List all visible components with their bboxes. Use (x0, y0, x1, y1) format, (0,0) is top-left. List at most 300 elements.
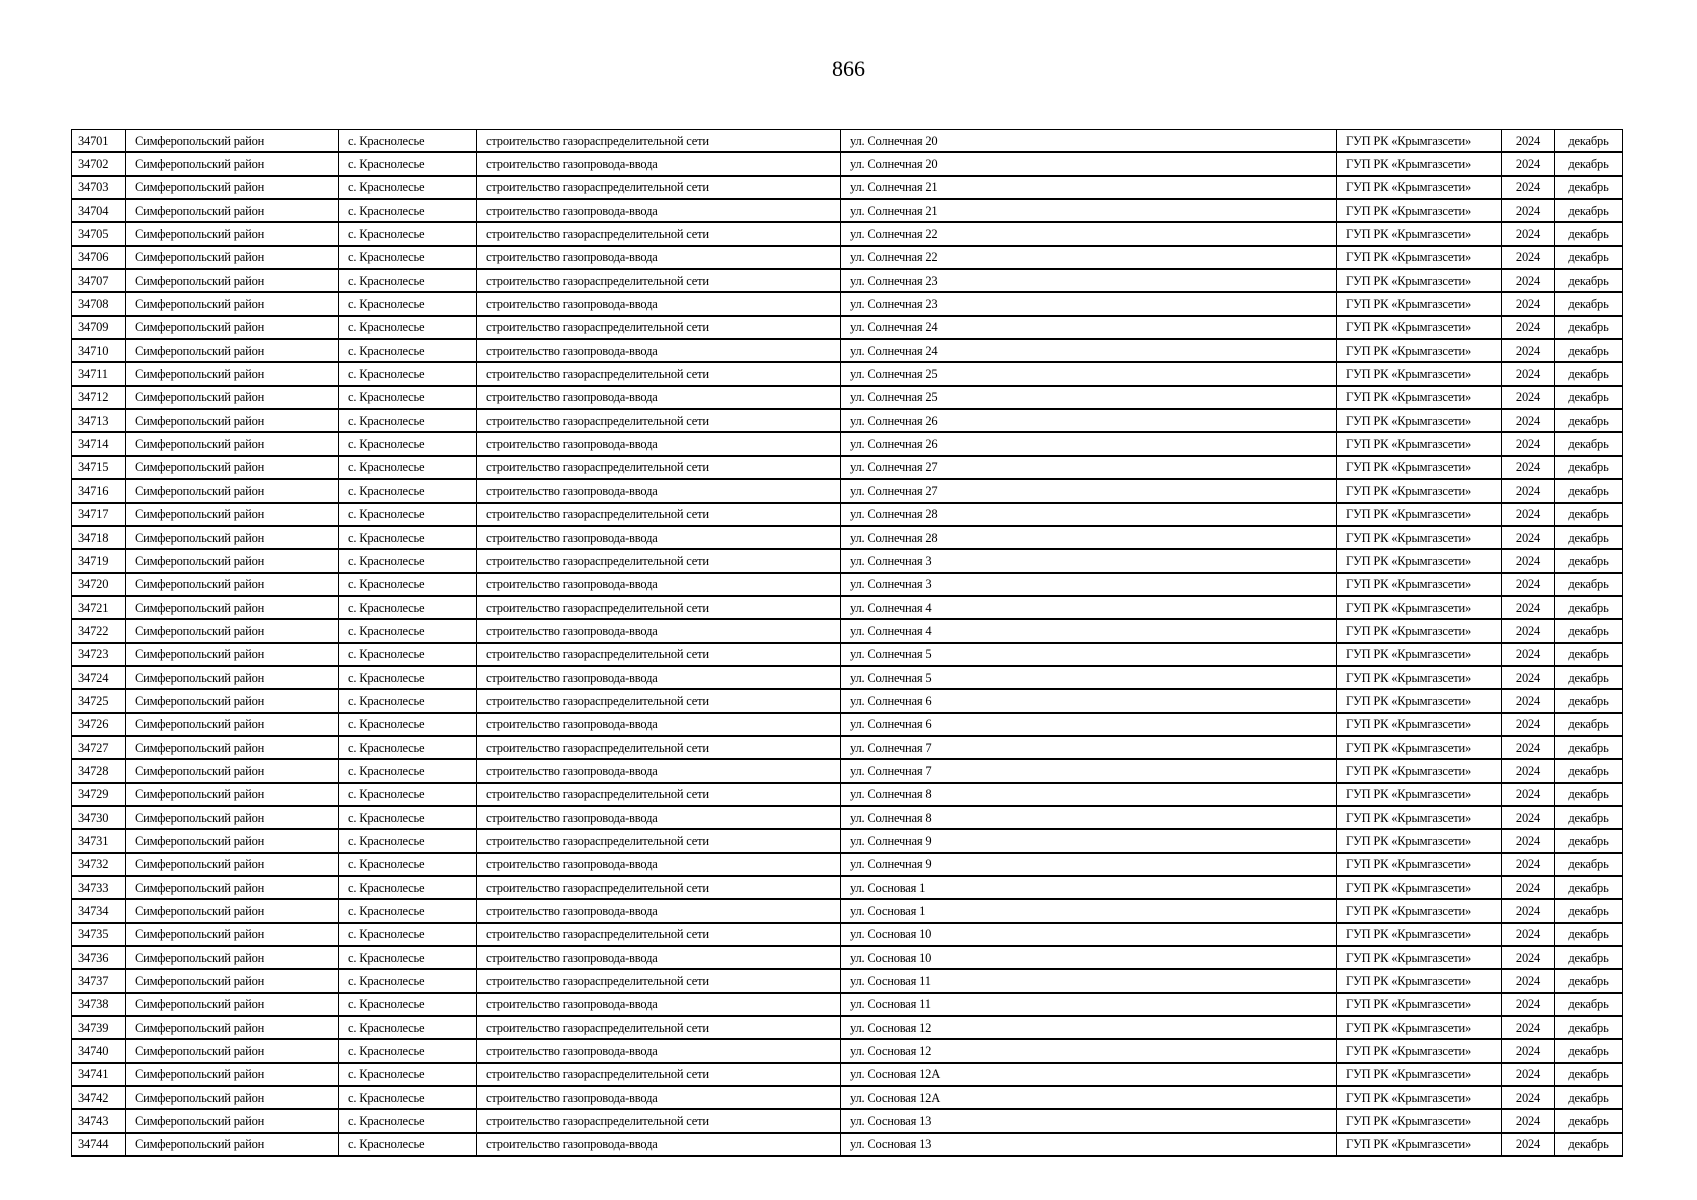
year-cell: 2024 (1502, 152, 1555, 175)
table-row (72, 549, 1623, 572)
district-cell: Симферопольский район (126, 222, 339, 245)
table-row (72, 130, 1623, 153)
year-cell: 2024 (1502, 876, 1555, 899)
year-cell: 2024 (1502, 993, 1555, 1016)
table-row (72, 432, 1623, 455)
district-cell: Симферопольский район (126, 199, 339, 222)
table-row (72, 1039, 1623, 1062)
organization-cell: ГУП РК «Крымгазсети» (1337, 666, 1502, 689)
organization-cell: ГУП РК «Крымгазсети» (1337, 549, 1502, 572)
organization-cell: ГУП РК «Крымгазсети» (1337, 1133, 1502, 1156)
month-cell: декабрь (1555, 1063, 1623, 1086)
year-cell: 2024 (1502, 549, 1555, 572)
address-cell: ул. Солнечная 25 (841, 386, 1337, 409)
organization-cell: ГУП РК «Крымгазсети» (1337, 526, 1502, 549)
table-row (72, 993, 1623, 1016)
month-cell: декабрь (1555, 199, 1623, 222)
address-cell: ул. Солнечная 20 (841, 130, 1337, 153)
address-cell: ул. Солнечная 3 (841, 549, 1337, 572)
address-cell: ул. Солнечная 22 (841, 222, 1337, 245)
organization-cell: ГУП РК «Крымгазсети» (1337, 199, 1502, 222)
district-cell: Симферопольский район (126, 339, 339, 362)
settlement-cell: с. Краснолесье (339, 269, 477, 292)
work-type-cell: строительство газораспределительной сети (477, 689, 841, 712)
address-cell: ул. Солнечная 3 (841, 573, 1337, 596)
settlement-cell: с. Краснолесье (339, 853, 477, 876)
address-cell: ул. Солнечная 22 (841, 246, 1337, 269)
address-cell: ул. Солнечная 26 (841, 432, 1337, 455)
district-cell: Симферопольский район (126, 456, 339, 479)
district-cell: Симферопольский район (126, 526, 339, 549)
work-type-cell: строительство газопровода-ввода (477, 666, 841, 689)
year-cell: 2024 (1502, 619, 1555, 642)
organization-cell: ГУП РК «Крымгазсети» (1337, 573, 1502, 596)
table-row (72, 969, 1623, 992)
year-cell: 2024 (1502, 409, 1555, 432)
address-cell: ул. Сосновая 1 (841, 876, 1337, 899)
settlement-cell: с. Краснолесье (339, 549, 477, 572)
row-number-cell: 34742 (72, 1086, 126, 1109)
settlement-cell: с. Краснолесье (339, 292, 477, 315)
year-cell: 2024 (1502, 199, 1555, 222)
year-cell: 2024 (1502, 526, 1555, 549)
address-cell: ул. Солнечная 21 (841, 199, 1337, 222)
work-type-cell: строительство газопровода-ввода (477, 573, 841, 596)
row-number-cell: 34719 (72, 549, 126, 572)
work-type-cell: строительство газораспределительной сети (477, 736, 841, 759)
settlement-cell: с. Краснолесье (339, 1109, 477, 1132)
row-number-cell: 34716 (72, 479, 126, 502)
row-number-cell: 34724 (72, 666, 126, 689)
settlement-cell: с. Краснолесье (339, 339, 477, 362)
address-cell: ул. Солнечная 8 (841, 783, 1337, 806)
settlement-cell: с. Краснолесье (339, 1016, 477, 1039)
row-number-cell: 34702 (72, 152, 126, 175)
month-cell: декабрь (1555, 1039, 1623, 1062)
row-number-cell: 34735 (72, 923, 126, 946)
address-cell: ул. Сосновая 13 (841, 1109, 1337, 1132)
table-row (72, 619, 1623, 642)
row-number-cell: 34701 (72, 130, 126, 153)
organization-cell: ГУП РК «Крымгазсети» (1337, 736, 1502, 759)
row-number-cell: 34727 (72, 736, 126, 759)
year-cell: 2024 (1502, 269, 1555, 292)
organization-cell: ГУП РК «Крымгазсети» (1337, 759, 1502, 782)
row-number-cell: 34736 (72, 946, 126, 969)
settlement-cell: с. Краснолесье (339, 176, 477, 199)
work-type-cell: строительство газораспределительной сети (477, 130, 841, 153)
work-type-cell: строительство газопровода-ввода (477, 713, 841, 736)
district-cell: Симферопольский район (126, 1133, 339, 1156)
row-number-cell: 34706 (72, 246, 126, 269)
settlement-cell: с. Краснолесье (339, 526, 477, 549)
address-cell: ул. Сосновая 10 (841, 946, 1337, 969)
settlement-cell: с. Краснолесье (339, 993, 477, 1016)
row-number-cell: 34721 (72, 596, 126, 619)
organization-cell: ГУП РК «Крымгазсети» (1337, 152, 1502, 175)
table-row (72, 152, 1623, 175)
organization-cell: ГУП РК «Крымгазсети» (1337, 876, 1502, 899)
table-row (72, 503, 1623, 526)
organization-cell: ГУП РК «Крымгазсети» (1337, 713, 1502, 736)
district-cell: Симферопольский район (126, 993, 339, 1016)
year-cell: 2024 (1502, 479, 1555, 502)
row-number-cell: 34713 (72, 409, 126, 432)
row-number-cell: 34707 (72, 269, 126, 292)
table-row (72, 1063, 1623, 1086)
settlement-cell: с. Краснолесье (339, 409, 477, 432)
month-cell: декабрь (1555, 549, 1623, 572)
organization-cell: ГУП РК «Крымгазсети» (1337, 689, 1502, 712)
row-number-cell: 34740 (72, 1039, 126, 1062)
work-type-cell: строительство газопровода-ввода (477, 1133, 841, 1156)
work-type-cell: строительство газораспределительной сети (477, 1063, 841, 1086)
table-row (72, 946, 1623, 969)
address-cell: ул. Солнечная 7 (841, 736, 1337, 759)
table-row (72, 1109, 1623, 1132)
district-cell: Симферопольский район (126, 269, 339, 292)
month-cell: декабрь (1555, 1016, 1623, 1039)
work-type-cell: строительство газопровода-ввода (477, 899, 841, 922)
organization-cell: ГУП РК «Крымгазсети» (1337, 130, 1502, 153)
year-cell: 2024 (1502, 222, 1555, 245)
table-row (72, 479, 1623, 502)
month-cell: декабрь (1555, 969, 1623, 992)
district-cell: Симферопольский район (126, 666, 339, 689)
address-cell: ул. Сосновая 12 (841, 1039, 1337, 1062)
work-type-cell: строительство газопровода-ввода (477, 386, 841, 409)
address-cell: ул. Солнечная 21 (841, 176, 1337, 199)
settlement-cell: с. Краснолесье (339, 316, 477, 339)
table-row (72, 409, 1623, 432)
year-cell: 2024 (1502, 573, 1555, 596)
month-cell: декабрь (1555, 362, 1623, 385)
row-number-cell: 34722 (72, 619, 126, 642)
table-row (72, 292, 1623, 315)
row-number-cell: 34718 (72, 526, 126, 549)
row-number-cell: 34738 (72, 993, 126, 1016)
year-cell: 2024 (1502, 689, 1555, 712)
month-cell: декабрь (1555, 643, 1623, 666)
year-cell: 2024 (1502, 1016, 1555, 1039)
row-number-cell: 34737 (72, 969, 126, 992)
organization-cell: ГУП РК «Крымгазсети» (1337, 1086, 1502, 1109)
settlement-cell: с. Краснолесье (339, 199, 477, 222)
work-type-cell: строительство газораспределительной сети (477, 783, 841, 806)
district-cell: Симферопольский район (126, 596, 339, 619)
organization-cell: ГУП РК «Крымгазсети» (1337, 596, 1502, 619)
row-number-cell: 34717 (72, 503, 126, 526)
year-cell: 2024 (1502, 853, 1555, 876)
work-type-cell: строительство газопровода-ввода (477, 432, 841, 455)
work-type-cell: строительство газораспределительной сети (477, 316, 841, 339)
address-cell: ул. Солнечная 5 (841, 666, 1337, 689)
row-number-cell: 34744 (72, 1133, 126, 1156)
month-cell: декабрь (1555, 409, 1623, 432)
settlement-cell: с. Краснолесье (339, 736, 477, 759)
settlement-cell: с. Краснолесье (339, 806, 477, 829)
month-cell: декабрь (1555, 993, 1623, 1016)
district-cell: Симферопольский район (126, 316, 339, 339)
address-cell: ул. Солнечная 27 (841, 456, 1337, 479)
table-row (72, 339, 1623, 362)
row-number-cell: 34741 (72, 1063, 126, 1086)
row-number-cell: 34711 (72, 362, 126, 385)
month-cell: декабрь (1555, 292, 1623, 315)
row-number-cell: 34743 (72, 1109, 126, 1132)
row-number-cell: 34714 (72, 432, 126, 455)
organization-cell: ГУП РК «Крымгазсети» (1337, 853, 1502, 876)
work-type-cell: строительство газопровода-ввода (477, 246, 841, 269)
year-cell: 2024 (1502, 503, 1555, 526)
row-number-cell: 34729 (72, 783, 126, 806)
work-type-cell: строительство газораспределительной сети (477, 596, 841, 619)
district-cell: Симферопольский район (126, 736, 339, 759)
month-cell: декабрь (1555, 596, 1623, 619)
month-cell: декабрь (1555, 666, 1623, 689)
address-cell: ул. Солнечная 8 (841, 806, 1337, 829)
month-cell: декабрь (1555, 432, 1623, 455)
district-cell: Симферопольский район (126, 1063, 339, 1086)
month-cell: декабрь (1555, 946, 1623, 969)
district-cell: Симферопольский район (126, 130, 339, 153)
district-cell: Симферопольский район (126, 409, 339, 432)
address-cell: ул. Сосновая 1 (841, 899, 1337, 922)
work-type-cell: строительство газораспределительной сети (477, 362, 841, 385)
district-cell: Симферопольский район (126, 479, 339, 502)
address-cell: ул. Солнечная 24 (841, 316, 1337, 339)
year-cell: 2024 (1502, 899, 1555, 922)
year-cell: 2024 (1502, 1063, 1555, 1086)
district-cell: Симферопольский район (126, 923, 339, 946)
district-cell: Симферопольский район (126, 362, 339, 385)
year-cell: 2024 (1502, 1133, 1555, 1156)
month-cell: декабрь (1555, 736, 1623, 759)
table-row (72, 362, 1623, 385)
address-cell: ул. Солнечная 24 (841, 339, 1337, 362)
year-cell: 2024 (1502, 386, 1555, 409)
organization-cell: ГУП РК «Крымгазсети» (1337, 806, 1502, 829)
district-cell: Симферопольский район (126, 549, 339, 572)
settlement-cell: с. Краснолесье (339, 573, 477, 596)
district-cell: Симферопольский район (126, 899, 339, 922)
row-number-cell: 34708 (72, 292, 126, 315)
year-cell: 2024 (1502, 362, 1555, 385)
table-row (72, 643, 1623, 666)
district-cell: Симферопольский район (126, 876, 339, 899)
work-type-cell: строительство газораспределительной сети (477, 829, 841, 852)
work-type-cell: строительство газопровода-ввода (477, 199, 841, 222)
month-cell: декабрь (1555, 619, 1623, 642)
address-cell: ул. Солнечная 25 (841, 362, 1337, 385)
work-type-cell: строительство газопровода-ввода (477, 946, 841, 969)
organization-cell: ГУП РК «Крымгазсети» (1337, 503, 1502, 526)
district-cell: Симферопольский район (126, 1039, 339, 1062)
work-type-cell: строительство газораспределительной сети (477, 222, 841, 245)
table-row (72, 736, 1623, 759)
month-cell: декабрь (1555, 222, 1623, 245)
work-type-cell: строительство газораспределительной сети (477, 503, 841, 526)
address-cell: ул. Солнечная 28 (841, 526, 1337, 549)
address-cell: ул. Солнечная 26 (841, 409, 1337, 432)
organization-cell: ГУП РК «Крымгазсети» (1337, 1016, 1502, 1039)
month-cell: декабрь (1555, 783, 1623, 806)
table-row (72, 269, 1623, 292)
table-row (72, 222, 1623, 245)
month-cell: декабрь (1555, 386, 1623, 409)
table-row (72, 386, 1623, 409)
month-cell: декабрь (1555, 573, 1623, 596)
district-cell: Симферопольский район (126, 853, 339, 876)
district-cell: Симферопольский район (126, 152, 339, 175)
district-cell: Симферопольский район (126, 292, 339, 315)
district-cell: Симферопольский район (126, 1016, 339, 1039)
year-cell: 2024 (1502, 176, 1555, 199)
organization-cell: ГУП РК «Крымгазсети» (1337, 899, 1502, 922)
work-type-cell: строительство газопровода-ввода (477, 479, 841, 502)
district-cell: Симферопольский район (126, 246, 339, 269)
year-cell: 2024 (1502, 713, 1555, 736)
year-cell: 2024 (1502, 596, 1555, 619)
month-cell: декабрь (1555, 526, 1623, 549)
month-cell: декабрь (1555, 899, 1623, 922)
table-row (72, 666, 1623, 689)
district-cell: Симферопольский район (126, 1109, 339, 1132)
year-cell: 2024 (1502, 736, 1555, 759)
work-type-cell: строительство газопровода-ввода (477, 526, 841, 549)
work-type-cell: строительство газопровода-ввода (477, 853, 841, 876)
work-type-cell: строительство газораспределительной сети (477, 876, 841, 899)
organization-cell: ГУП РК «Крымгазсети» (1337, 643, 1502, 666)
table-row (72, 456, 1623, 479)
year-cell: 2024 (1502, 456, 1555, 479)
address-cell: ул. Солнечная 7 (841, 759, 1337, 782)
organization-cell: ГУП РК «Крымгазсети» (1337, 269, 1502, 292)
settlement-cell: с. Краснолесье (339, 713, 477, 736)
table-row (72, 713, 1623, 736)
year-cell: 2024 (1502, 829, 1555, 852)
work-type-cell: строительство газопровода-ввода (477, 339, 841, 362)
address-cell: ул. Сосновая 12 (841, 1016, 1337, 1039)
district-cell: Симферопольский район (126, 1086, 339, 1109)
settlement-cell: с. Краснолесье (339, 1086, 477, 1109)
row-number-cell: 34725 (72, 689, 126, 712)
month-cell: декабрь (1555, 806, 1623, 829)
address-cell: ул. Солнечная 6 (841, 713, 1337, 736)
year-cell: 2024 (1502, 130, 1555, 153)
registry-body (72, 130, 1623, 1157)
address-cell: ул. Солнечная 23 (841, 269, 1337, 292)
settlement-cell: с. Краснолесье (339, 362, 477, 385)
table-row (72, 573, 1623, 596)
settlement-cell: с. Краснолесье (339, 432, 477, 455)
address-cell: ул. Солнечная 20 (841, 152, 1337, 175)
table-row (72, 806, 1623, 829)
month-cell: декабрь (1555, 759, 1623, 782)
district-cell: Симферопольский район (126, 689, 339, 712)
district-cell: Симферопольский район (126, 759, 339, 782)
work-type-cell: строительство газопровода-ввода (477, 619, 841, 642)
organization-cell: ГУП РК «Крымгазсети» (1337, 386, 1502, 409)
month-cell: декабрь (1555, 152, 1623, 175)
organization-cell: ГУП РК «Крымгазсети» (1337, 176, 1502, 199)
month-cell: декабрь (1555, 479, 1623, 502)
month-cell: декабрь (1555, 269, 1623, 292)
work-type-cell: строительство газопровода-ввода (477, 806, 841, 829)
settlement-cell: с. Краснолесье (339, 1063, 477, 1086)
row-number-cell: 34709 (72, 316, 126, 339)
organization-cell: ГУП РК «Крымгазсети» (1337, 339, 1502, 362)
organization-cell: ГУП РК «Крымгазсети» (1337, 783, 1502, 806)
row-number-cell: 34730 (72, 806, 126, 829)
settlement-cell: с. Краснолесье (339, 130, 477, 153)
address-cell: ул. Солнечная 5 (841, 643, 1337, 666)
settlement-cell: с. Краснолесье (339, 899, 477, 922)
table-row (72, 526, 1623, 549)
organization-cell: ГУП РК «Крымгазсети» (1337, 829, 1502, 852)
row-number-cell: 34705 (72, 222, 126, 245)
settlement-cell: с. Краснолесье (339, 479, 477, 502)
work-type-cell: строительство газораспределительной сети (477, 643, 841, 666)
address-cell: ул. Солнечная 28 (841, 503, 1337, 526)
settlement-cell: с. Краснолесье (339, 1039, 477, 1062)
row-number-cell: 34712 (72, 386, 126, 409)
work-type-cell: строительство газопровода-ввода (477, 1039, 841, 1062)
month-cell: декабрь (1555, 1133, 1623, 1156)
table-row (72, 596, 1623, 619)
organization-cell: ГУП РК «Крымгазсети» (1337, 1109, 1502, 1132)
settlement-cell: с. Краснолесье (339, 643, 477, 666)
work-type-cell: строительство газораспределительной сети (477, 1109, 841, 1132)
organization-cell: ГУП РК «Крымгазсети» (1337, 969, 1502, 992)
row-number-cell: 34739 (72, 1016, 126, 1039)
address-cell: ул. Сосновая 11 (841, 993, 1337, 1016)
table-row (72, 783, 1623, 806)
organization-cell: ГУП РК «Крымгазсети» (1337, 479, 1502, 502)
settlement-cell: с. Краснолесье (339, 923, 477, 946)
table-row (72, 1016, 1623, 1039)
year-cell: 2024 (1502, 806, 1555, 829)
settlement-cell: с. Краснолесье (339, 596, 477, 619)
settlement-cell: с. Краснолесье (339, 152, 477, 175)
district-cell: Симферопольский район (126, 619, 339, 642)
month-cell: декабрь (1555, 130, 1623, 153)
address-cell: ул. Солнечная 9 (841, 829, 1337, 852)
district-cell: Симферопольский район (126, 573, 339, 596)
table-row (72, 176, 1623, 199)
settlement-cell: с. Краснолесье (339, 1133, 477, 1156)
organization-cell: ГУП РК «Крымгазсети» (1337, 993, 1502, 1016)
organization-cell: ГУП РК «Крымгазсети» (1337, 409, 1502, 432)
table-row (72, 1086, 1623, 1109)
row-number-cell: 34732 (72, 853, 126, 876)
address-cell: ул. Сосновая 12А (841, 1086, 1337, 1109)
district-cell: Симферопольский район (126, 503, 339, 526)
month-cell: декабрь (1555, 713, 1623, 736)
row-number-cell: 34715 (72, 456, 126, 479)
row-number-cell: 34728 (72, 759, 126, 782)
row-number-cell: 34731 (72, 829, 126, 852)
row-number-cell: 34734 (72, 899, 126, 922)
month-cell: декабрь (1555, 1086, 1623, 1109)
district-cell: Симферопольский район (126, 432, 339, 455)
month-cell: декабрь (1555, 176, 1623, 199)
organization-cell: ГУП РК «Крымгазсети» (1337, 222, 1502, 245)
table-row (72, 1133, 1623, 1156)
table-row (72, 853, 1623, 876)
address-cell: ул. Солнечная 23 (841, 292, 1337, 315)
work-type-cell: строительство газораспределительной сети (477, 409, 841, 432)
